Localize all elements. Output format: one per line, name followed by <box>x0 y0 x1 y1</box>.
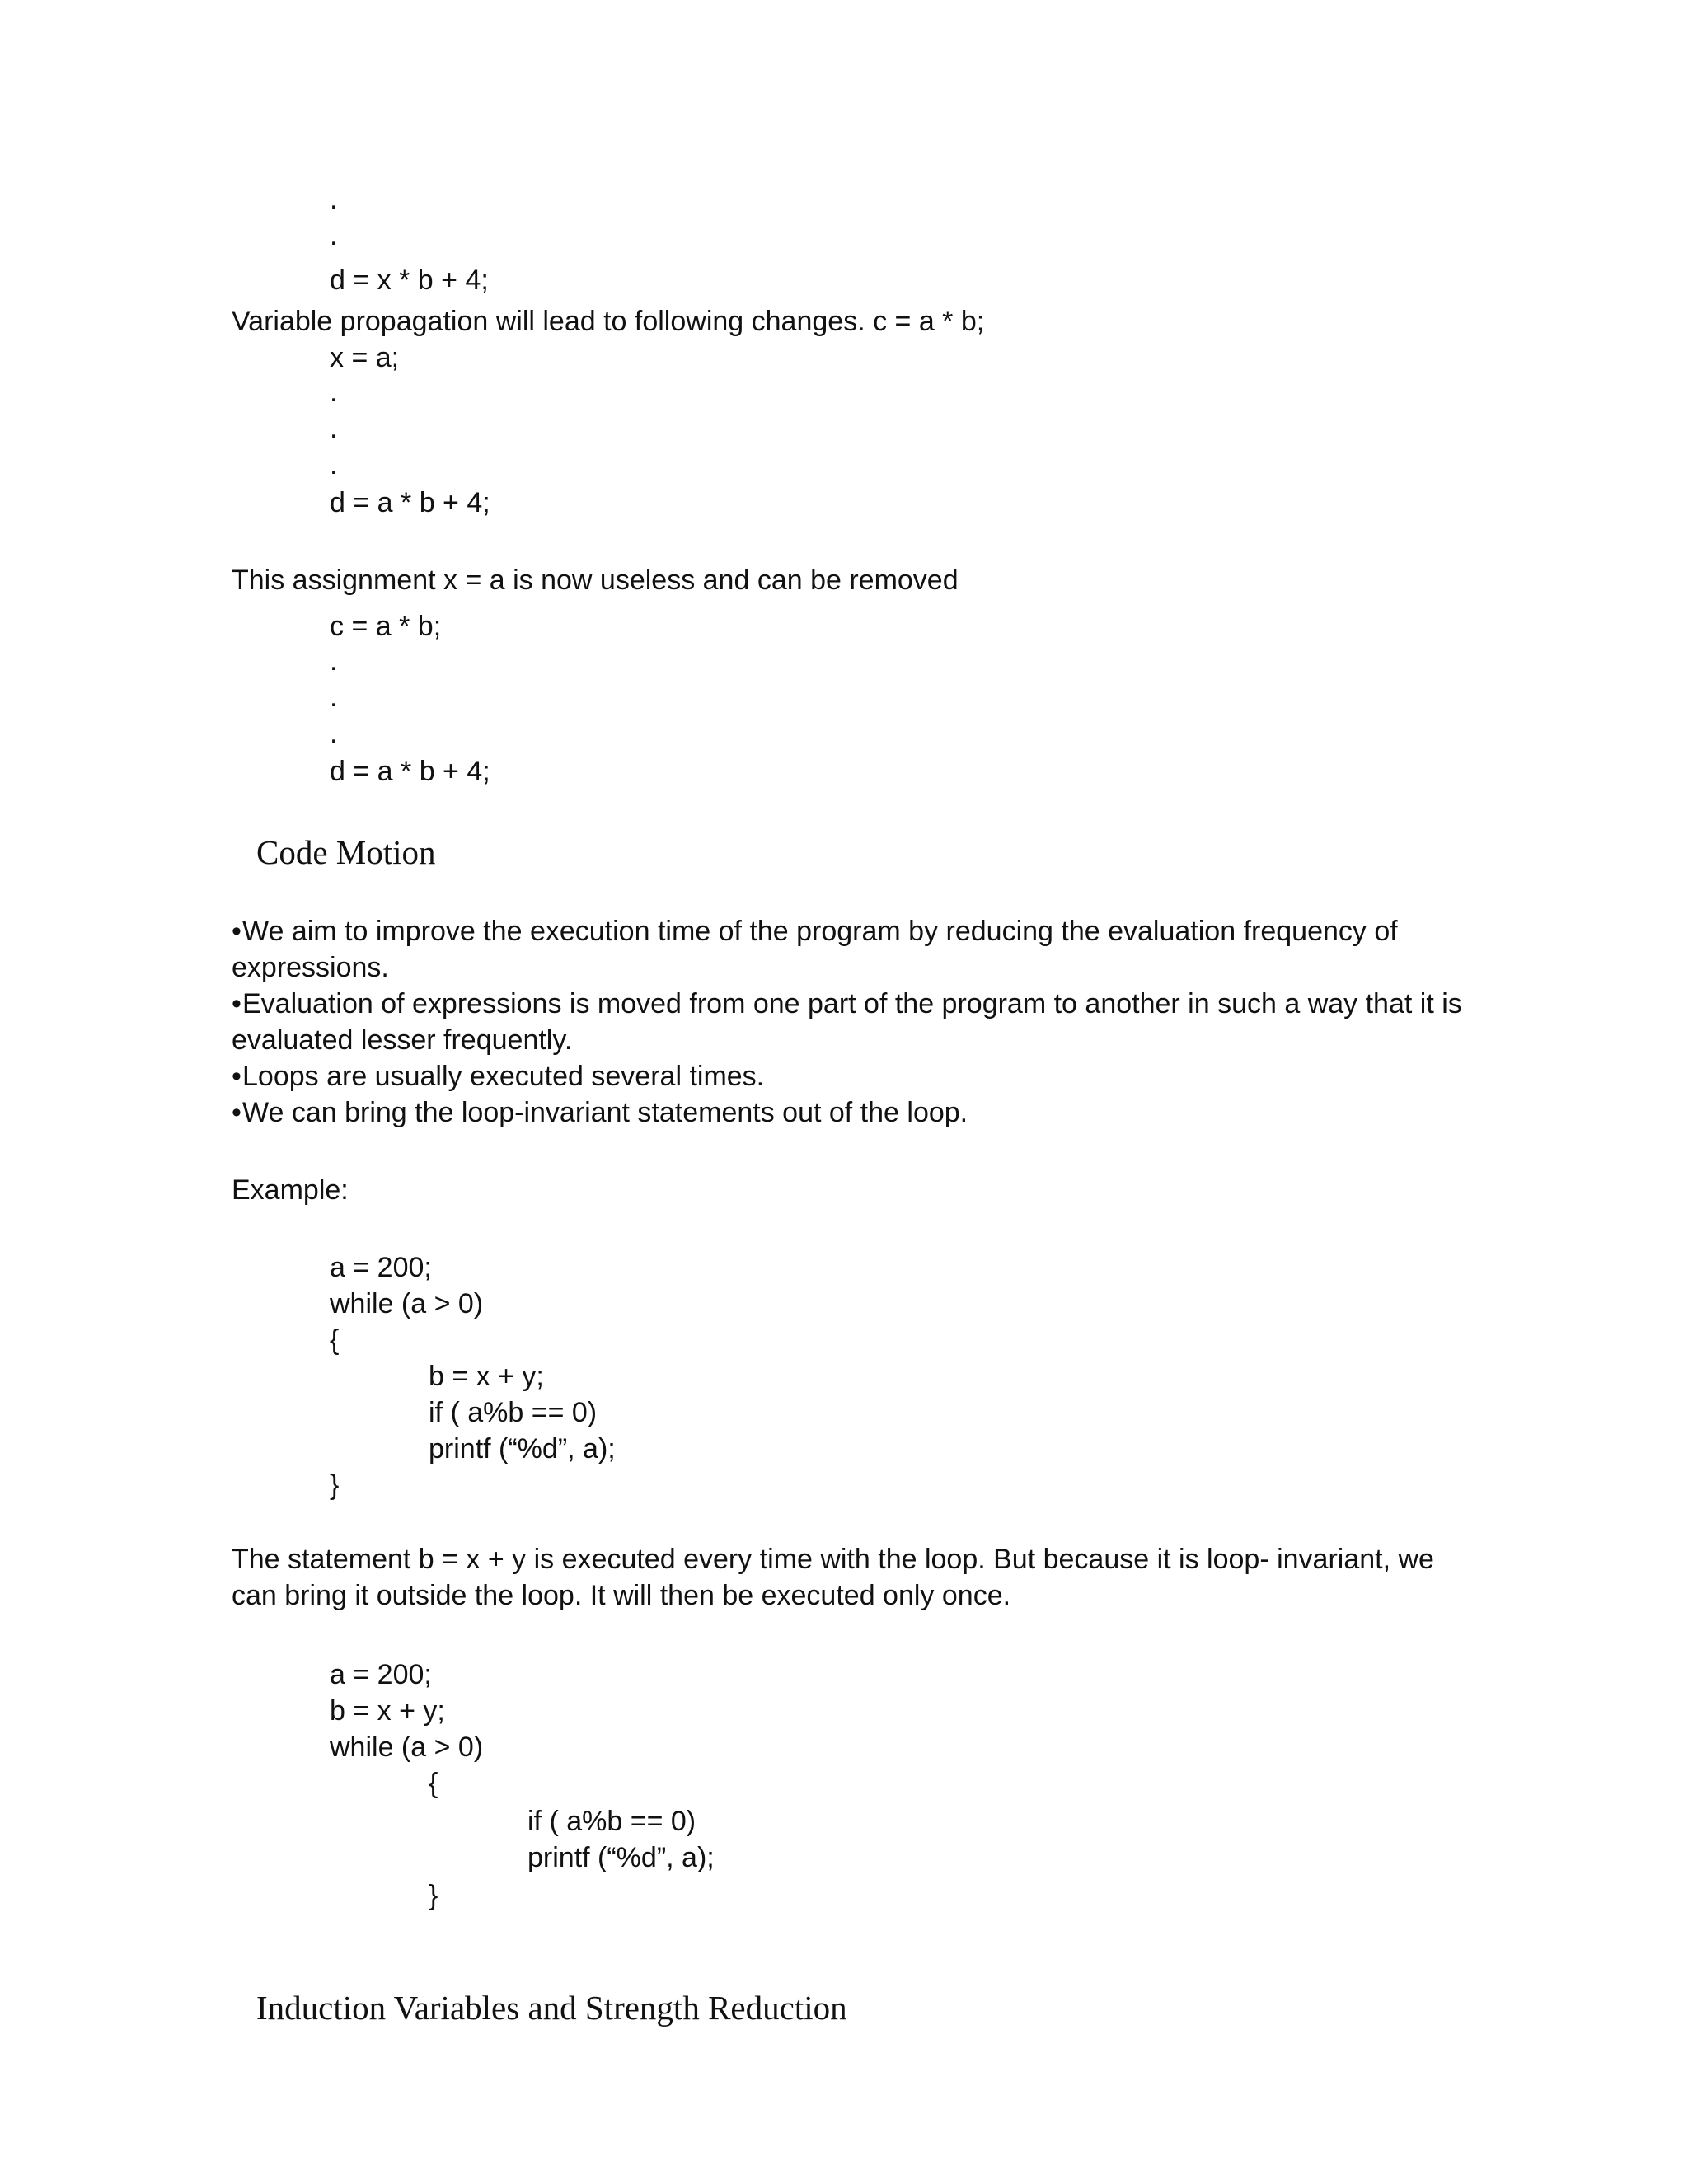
ellipsis-dot: . <box>330 645 338 677</box>
ellipsis-dot: . <box>330 449 338 480</box>
code-line: while (a > 0) <box>330 1732 484 1763</box>
bullet-text-continuation: evaluated lesser frequently. <box>232 1024 573 1056</box>
code-line: d = x * b + 4; <box>330 265 489 296</box>
code-line: b = x + y; <box>330 1695 445 1727</box>
section-heading: Code Motion <box>256 833 436 871</box>
code-line: d = a * b + 4; <box>330 756 490 787</box>
code-line: x = a; <box>330 342 400 373</box>
ellipsis-dot: . <box>330 184 338 215</box>
code-line: { <box>429 1768 438 1799</box>
code-line: b = x + y; <box>429 1361 544 1392</box>
code-line: if ( a%b == 0) <box>429 1397 598 1428</box>
bullet-text: We aim to improve the execution time of the program by reducing the evaluation frequency of <box>242 916 1398 947</box>
ellipsis-dot: . <box>330 682 338 713</box>
bullet-marker: • <box>232 1097 241 1128</box>
code-line: while (a > 0) <box>330 1288 484 1319</box>
bullet-text-continuation: expressions. <box>232 952 389 983</box>
bullet-text: Loops are usually executed several times. <box>242 1061 765 1092</box>
bullet-text: Evaluation of expressions is moved from one part of the program to another in such a way that it is <box>242 988 1462 1019</box>
example-label: Example: <box>232 1174 349 1206</box>
section-heading: Induction Variables and Strength Reduction <box>256 1989 847 2027</box>
code-line: d = a * b + 4; <box>330 487 490 518</box>
code-line: c = a * b; <box>330 611 442 642</box>
code-line: { <box>330 1324 340 1356</box>
ellipsis-dot: . <box>330 413 338 444</box>
bullet-marker: • <box>232 988 241 1019</box>
ellipsis-dot: . <box>330 718 338 749</box>
paragraph-text: Variable propagation will lead to following changes. c = a * b; <box>232 306 985 337</box>
code-line: printf (“%d”, a); <box>528 1842 715 1873</box>
code-line: a = 200; <box>330 1252 432 1283</box>
paragraph-text: The statement b = x + y is executed every time with the loop. But because it is loop- invariant, we <box>232 1544 1434 1575</box>
paragraph-text: This assignment x = a is now useless and can be removed <box>232 565 959 596</box>
code-line: printf (“%d”, a); <box>429 1433 616 1465</box>
code-line: a = 200; <box>330 1659 432 1690</box>
paragraph-text: can bring it outside the loop. It will then be executed only once. <box>232 1580 1011 1611</box>
bullet-marker: • <box>232 916 241 947</box>
code-line: } <box>429 1880 438 1911</box>
ellipsis-dot: . <box>330 377 338 408</box>
ellipsis-dot: . <box>330 220 338 251</box>
bullet-text: We can bring the loop-invariant statements out of the loop. <box>242 1097 968 1128</box>
bullet-marker: • <box>232 1061 241 1092</box>
code-line: } <box>330 1469 340 1501</box>
code-line: if ( a%b == 0) <box>528 1806 696 1837</box>
